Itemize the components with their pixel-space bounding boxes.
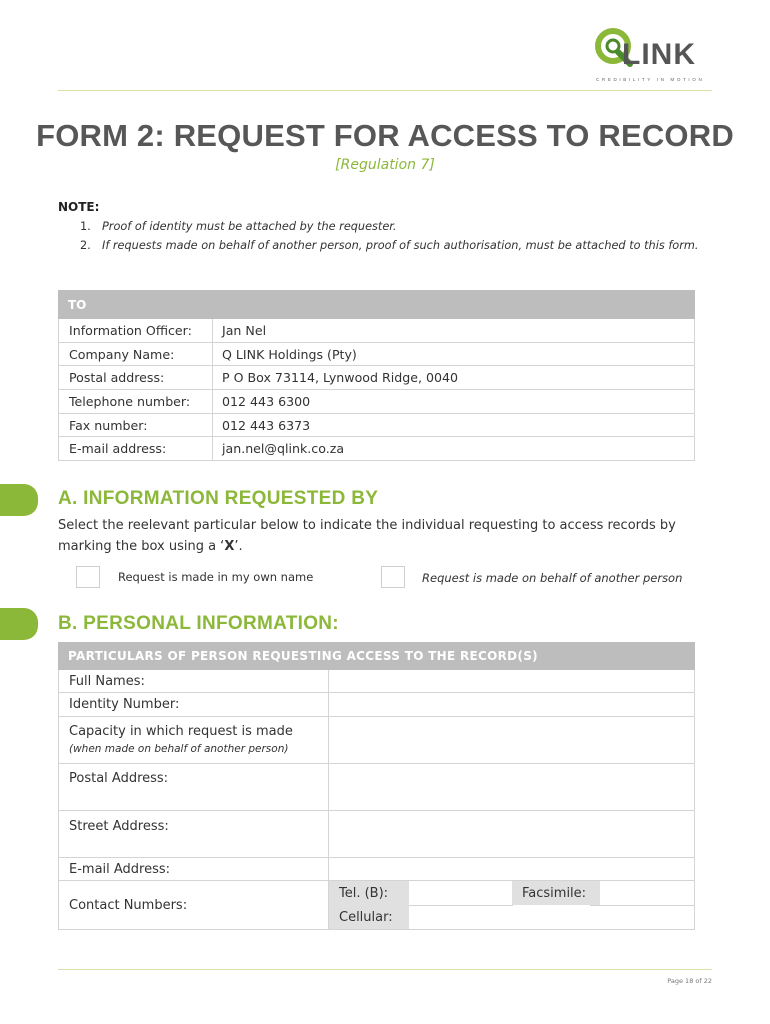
row-value[interactable]: jan.nel@qlink.co.za [213, 437, 695, 460]
email-field[interactable] [329, 858, 695, 880]
section-a-marker [0, 484, 38, 516]
facsimile-label: Facsimile: [512, 881, 600, 905]
header-divider [58, 90, 712, 91]
table-row [58, 366, 695, 390]
table-row [58, 881, 695, 930]
row-value: Jan Nel [213, 319, 695, 342]
form-subtitle: [Regulation 7] [335, 157, 435, 173]
note-text: If requests made on behalf of another person, proof of such authorisation, must be attached to this form. [102, 238, 699, 252]
recipient-table-header: TO [58, 290, 695, 319]
requester-table [58, 642, 695, 930]
section-a-title: A. INFORMATION REQUESTED BY [58, 488, 379, 509]
table-row [58, 717, 695, 764]
footer-divider [58, 969, 712, 970]
capacity-text: Capacity in which request is made [69, 724, 293, 739]
own-name-label: Request is made in my own name [118, 570, 314, 584]
capacity-note: (when made on behalf of another person) [69, 743, 289, 755]
facsimile-field[interactable] [590, 881, 695, 906]
row-value: 012 443 6373 [213, 414, 695, 437]
table-row [58, 390, 695, 414]
full-names-field[interactable] [329, 670, 695, 692]
logo-wordmark: LINK [622, 38, 696, 71]
email-label: E-mail Address: [58, 858, 329, 880]
street-field[interactable] [329, 811, 695, 857]
recipient-table [58, 290, 695, 461]
note-number: 2. [80, 238, 91, 252]
postal-label: Postal Address: [58, 764, 329, 810]
cellular-field[interactable] [399, 905, 695, 929]
note-text: Proof of identity must be attached by the requester. [102, 220, 397, 233]
table-row [58, 319, 695, 343]
behalf-checkbox[interactable] [381, 566, 405, 588]
section-b-title: B. PERSONAL INFORMATION: [58, 613, 339, 634]
own-name-checkbox[interactable] [76, 566, 100, 588]
requester-table-header: PARTICULARS OF PERSON REQUESTING ACCESS TO THE RECORD(S) [58, 642, 695, 670]
postal-field[interactable] [329, 764, 695, 810]
table-row [58, 858, 695, 881]
qlink-logo [592, 26, 714, 86]
capacity-label [58, 717, 329, 763]
table-row [58, 414, 695, 438]
row-label: Telephone number: [58, 390, 213, 413]
full-names-label: Full Names: [58, 670, 329, 692]
tel-label: Tel. (B): [329, 881, 409, 905]
logo-tagline: CREDIBILITY IN MOTION [596, 77, 705, 82]
table-row [58, 693, 695, 717]
contact-label: Contact Numbers: [58, 881, 329, 929]
row-label: E-mail address: [58, 437, 213, 460]
note-item [80, 237, 700, 256]
row-label: Company Name: [58, 343, 213, 366]
capacity-field[interactable] [329, 717, 695, 763]
row-label: Postal address: [58, 366, 213, 389]
table-row [58, 764, 695, 811]
instruction-text: Select the reelevant particular below to indicate the individual requesting to access records by marking the box using a ‘ [58, 518, 676, 554]
note-list [80, 218, 700, 255]
instruction-mark: X [224, 539, 235, 554]
row-label: Fax number: [58, 414, 213, 437]
section-a-instructions [58, 515, 698, 557]
cellular-label: Cellular: [329, 905, 409, 929]
row-value: Q LINK Holdings (Pty) [213, 343, 695, 366]
table-row [58, 343, 695, 367]
note-item [80, 218, 700, 237]
note-number: 1. [80, 220, 91, 233]
street-label: Street Address: [58, 811, 329, 857]
note-heading: NOTE: [58, 200, 100, 214]
row-value: P O Box 73114, Lynwood Ridge, 0040 [213, 366, 695, 389]
behalf-label: Request is made on behalf of another person [422, 571, 683, 585]
tel-field[interactable] [399, 881, 513, 906]
page-number: Page 18 of 22 [667, 977, 712, 985]
instruction-end: ’. [234, 539, 243, 554]
row-value: 012 443 6300 [213, 390, 695, 413]
form-title: FORM 2: REQUEST FOR ACCESS TO RECORD [36, 118, 734, 153]
identity-field[interactable] [329, 693, 695, 716]
table-row [58, 670, 695, 693]
table-row [58, 811, 695, 858]
row-label: Information Officer: [58, 319, 213, 342]
table-row [58, 437, 695, 461]
identity-label: Identity Number: [58, 693, 329, 716]
section-b-marker [0, 608, 38, 640]
